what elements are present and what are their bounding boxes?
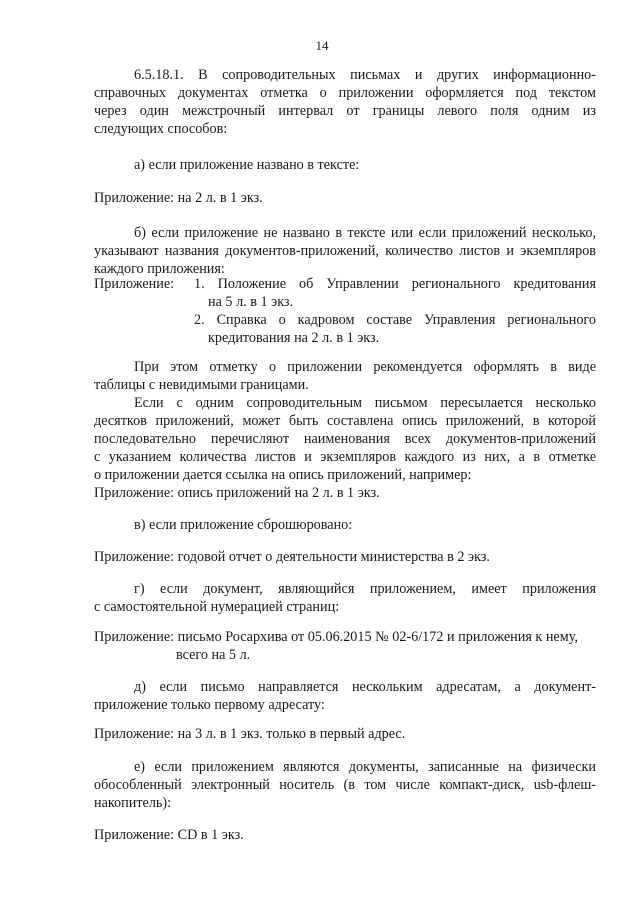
paragraph-line: десятков приложений, может быть составлена опись приложений, в которой [94, 413, 596, 429]
case-b-item-2: 2. Справка о кадровом составе Управления регионального [194, 312, 596, 328]
paragraph-line: таблицы с невидимыми границами. [94, 377, 309, 393]
paragraph-line: При этом отметку о приложении рекомендуется оформлять в виде [134, 359, 596, 375]
paragraph-line: следующих способов: [94, 121, 228, 137]
note-example: Приложение: опись приложений на 2 л. в 1 экз. [94, 485, 380, 501]
paragraph-line: справочных документах отметка о приложении оформляется под текстом [94, 85, 596, 101]
paragraph-line: е) если приложением являются документы, записанные на физически [134, 759, 596, 775]
paragraph-line: 6.5.18.1. В сопроводительных письмах и других информационно- [134, 67, 596, 83]
paragraph-line: г) если документ, являющийся приложением, имеет приложения [134, 581, 596, 597]
paragraph-line: Если с одним сопроводительным письмом пересылается несколько [134, 395, 596, 411]
paragraph-line: с самостоятельной нумерацией страниц: [94, 599, 340, 615]
paragraph-line: приложение только первому адресату: [94, 697, 325, 713]
paragraph-line: накопитель): [94, 795, 172, 811]
case-a-intro: а) если приложение названо в тексте: [134, 157, 360, 173]
case-e-example: Приложение: CD в 1 экз. [94, 827, 244, 843]
case-v-example: Приложение: годовой отчет о деятельности министерства в 2 экз. [94, 549, 490, 565]
paragraph-line: о приложении дается ссылка на опись приложений, например: [94, 467, 472, 483]
case-d-example: Приложение: на 3 л. в 1 экз. только в первый адрес. [94, 726, 406, 742]
case-g-example-cont: всего на 5 л. [176, 647, 251, 663]
page-number: 14 [315, 38, 329, 53]
case-b-item-2-cont: кредитования на 2 л. в 1 экз. [208, 330, 380, 346]
paragraph-line: обособленный электронный носитель (в том числе компакт-диск, usb-флеш- [94, 777, 596, 793]
paragraph-line: д) если письмо направляется нескольким адресатам, а документ- [134, 679, 596, 695]
case-v-intro: в) если приложение сброшюровано: [134, 517, 353, 533]
paragraph-line: б) если приложение не названо в тексте или если приложений несколько, [134, 225, 596, 241]
paragraph-line: каждого приложения: [94, 261, 225, 277]
paragraph-line: с указанием количества листов и экземпляров каждого из них, а в отметке [94, 449, 596, 465]
paragraph-line: последовательно перечисляют наименования всех документов-приложений [94, 431, 596, 447]
case-b-label: Приложение: [94, 276, 175, 292]
paragraph-line: указывают названия документов-приложений, количество листов и экземпляров [94, 243, 596, 259]
case-g-example: Приложение: письмо Росархива от 05.06.2015 № 02-6/172 и приложения к нему, [94, 629, 578, 645]
paragraph-line: через один межстрочный интервал от границы левого поля одним из [94, 103, 596, 119]
case-a-example: Приложение: на 2 л. в 1 экз. [94, 190, 263, 206]
case-b-item-1: 1. Положение об Управлении регионального кредитования [194, 276, 596, 292]
case-b-item-1-cont: на 5 л. в 1 экз. [208, 294, 294, 310]
